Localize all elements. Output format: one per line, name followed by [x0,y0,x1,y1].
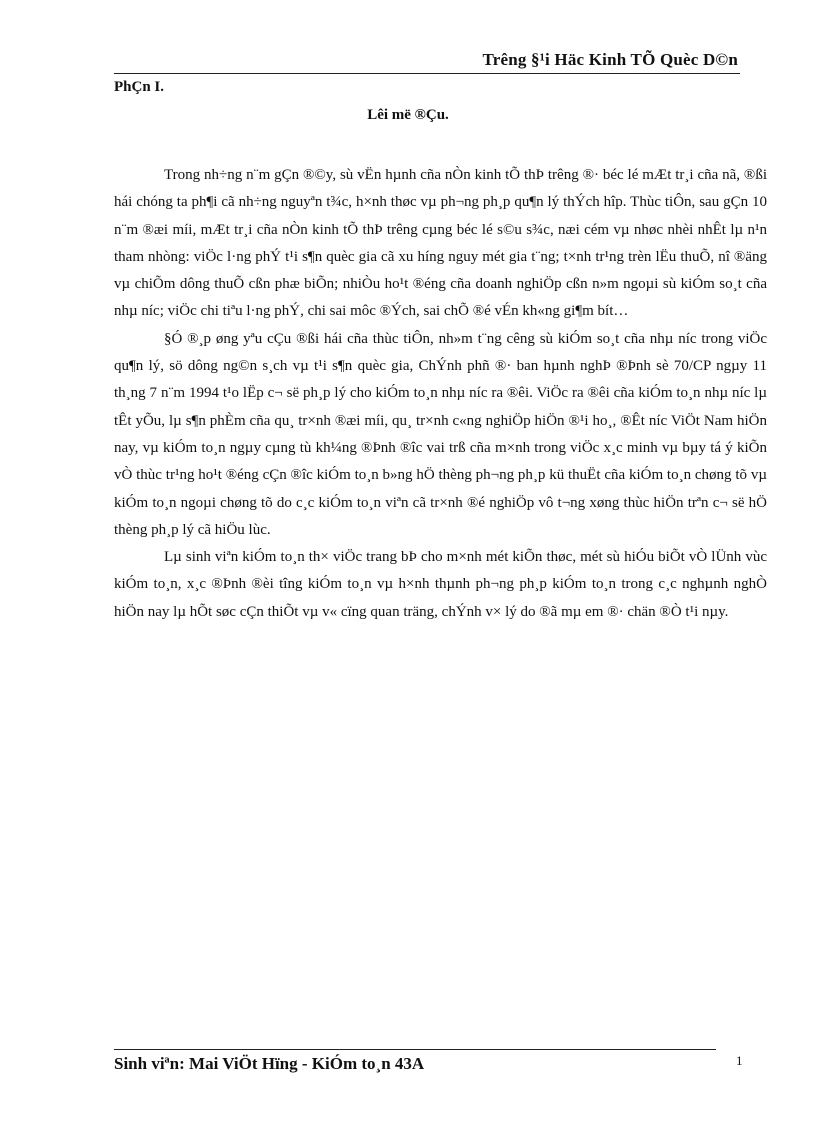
page-number: 1 [736,1053,743,1068]
page-title: Lêi më ®Çu. [367,107,449,123]
paragraph-1: Trong nh÷ng n¨m gÇn ®©y, sù vËn hµnh cña nÒn kinh tÕ thÞ trêng ®· béc lé mÆt tr¸i cña nã, ®ßi hái chóng ta ph¶i cã nh÷ng nguyªn t¾c, h×nh thøc vµ ph¬ng ph¸p qu¶n lý thÝch hîp. Thùc tiÔn, sau gÇn 10 n¨m ®æi míi, mÆt tr¸i cña nÒn kinh tÕ thÞ trêng cµng béc lé s©u s¾c, næi cém vµ nhøc nhèi nhÊt lµ n¹n tham nhòng: viÖc l·ng phÝ t¹i s¶n quèc gia cã xu híng nguy mét gia t¨ng; t×nh tr¹ng trèn lËu thuÕ, nî ®äng vµ chiÕm dông thuÕ cßn phæ biÕn; nhiÒu ho¹t ®éng cña doanh nghiÖp cßn n»m ngoµi sù kiÓm so¸t cña nhµ níc; viÖc chi tiªu l·ng phÝ, chi sai môc ®Ých, sai chÕ ®é vÉn kh«ng gi¶m bít… [114,167,767,320]
part-label: PhÇn I. [114,79,165,95]
header-rule [114,73,740,74]
paragraph-3: Lµ sinh viªn kiÓm to¸n th× viÖc trang bÞ cho m×nh mét kiÕn thøc, mét sù hiÓu biÕt vÒ lÜnh vùc kiÓm to¸n, x¸c ®Þnh ®èi tîng kiÓm to¸n vµ h×nh thµnh ph¬ng ph¸p kiÓm to¸n trong c¸c nghµnh nghÒ hiÖn nay lµ hÕt søc cÇn thiÕt vµ v« cïng quan träng, chÝnh v× lý do ®ã mµ em ®· chän ®Ò t¹i nµy. [114,549,767,620]
footer-rule [114,1049,716,1050]
running-header-title: Trêng §¹i Häc Kinh TÕ Quèc D©n [482,50,738,69]
footer-author: Sinh viªn: Mai ViÖt Hïng - KiÓm to¸n 43A [114,1054,425,1073]
document-body [114,162,767,626]
paragraph-2: §Ó ®¸p øng yªu cÇu ®ßi hái cña thùc tiÔn, nh»m t¨ng cêng sù kiÓm so¸t cña nhµ níc trong viÖc qu¶n lý, sö dông ng©n s¸ch vµ t¹i s¶n quèc gia, ChÝnh phñ ®· ban hµnh nghÞ ®Þnh sè 70/CP ngµy 11 th¸ng 7 n¨m 1994 t¹o lËp c¬ së ph¸p lý cho kiÓm to¸n nhµ níc ra ®êi. ViÖc ra ®êi cña kiÓm to¸n nhµ níc lµ tÊt yÕu, lµ s¶n phÈm cña qu¸ tr×nh ®æi míi, qu¸ tr×nh c«ng nghiÖp hiÖn ®¹i ho¸, ®Êt níc ViÖt Nam hiÖn nay, vµ kiÓm to¸n ngµy cµng tù kh¼ng ®Þnh ®îc vai trß cña m×nh trong viÖc x¸c minh vµ bµy tá ý kiÕn vÒ thùc tr¹ng ho¹t ®éng cÇn ®îc kiÓm to¸n b»ng hÖ thèng ph¬ng ph¸p kü thuËt cña kiÓm to¸n chøng tõ vµ kiÓm to¸n ngoµi chøng tõ do c¸c kiÓm to¸n viªn cã tr×nh ®é nghiÖp vô t¬ng xøng thùc hiÖn trªn c¬ së hÖ thèng ph¸p lý cã hiÖu lùc. [114,330,767,538]
